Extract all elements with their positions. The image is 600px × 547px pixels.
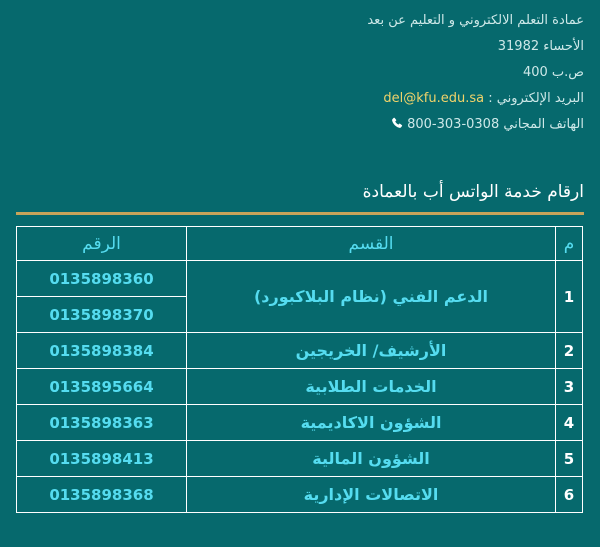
row-number: 1 bbox=[556, 261, 583, 333]
phone-number: 0135898384 bbox=[17, 333, 187, 369]
department-name: الاتصالات الإدارية bbox=[187, 477, 556, 513]
phone-number: 0135898368 bbox=[17, 477, 187, 513]
whatsapp-table bbox=[16, 226, 583, 513]
row-number: 6 bbox=[556, 477, 583, 513]
table-row bbox=[17, 333, 583, 369]
department-name: الدعم الفني (نظام البلاكبورد) bbox=[187, 261, 556, 333]
phone-icon bbox=[391, 117, 403, 129]
email-label: البريد الإلكتروني : bbox=[488, 91, 584, 106]
table-row bbox=[17, 441, 583, 477]
phone-number: 0135898363 bbox=[17, 405, 187, 441]
city-postal: الأحساء 31982 bbox=[497, 39, 584, 54]
deanship-name: عمادة التعلم الالكتروني و التعليم عن بعد bbox=[367, 13, 584, 28]
header-num: م bbox=[556, 227, 583, 261]
phone-line bbox=[367, 112, 584, 138]
department-name: الشؤون الاكاديمية bbox=[187, 405, 556, 441]
row-number: 4 bbox=[556, 405, 583, 441]
department-name: الأرشيف/ الخريجين bbox=[187, 333, 556, 369]
department-name: الشؤون المالية bbox=[187, 441, 556, 477]
table-header-row bbox=[17, 227, 583, 261]
email-line bbox=[367, 86, 584, 112]
header-dept: القسم bbox=[187, 227, 556, 261]
phone-number: 0135898413 bbox=[17, 441, 187, 477]
table-row bbox=[17, 405, 583, 441]
row-number: 3 bbox=[556, 369, 583, 405]
section-title: ارقام خدمة الواتس أب بالعمادة bbox=[362, 182, 584, 202]
section-divider bbox=[16, 212, 584, 215]
phone-number: 0135898360 bbox=[17, 261, 187, 297]
row-number: 2 bbox=[556, 333, 583, 369]
phone-number: 0135898370 bbox=[17, 297, 187, 333]
phone-text: الهاتف المجاني 0308-303-800 bbox=[407, 117, 584, 132]
pobox: ص.ب 400 bbox=[522, 65, 584, 80]
email-link[interactable]: del@kfu.edu.sa bbox=[383, 91, 485, 106]
table-row bbox=[17, 261, 583, 297]
phone-number: 0135895664 bbox=[17, 369, 187, 405]
table-row bbox=[17, 477, 583, 513]
header-phone: الرقم bbox=[17, 227, 187, 261]
row-number: 5 bbox=[556, 441, 583, 477]
department-name: الخدمات الطلابية bbox=[187, 369, 556, 405]
table-row bbox=[17, 369, 583, 405]
contact-block bbox=[367, 8, 584, 138]
